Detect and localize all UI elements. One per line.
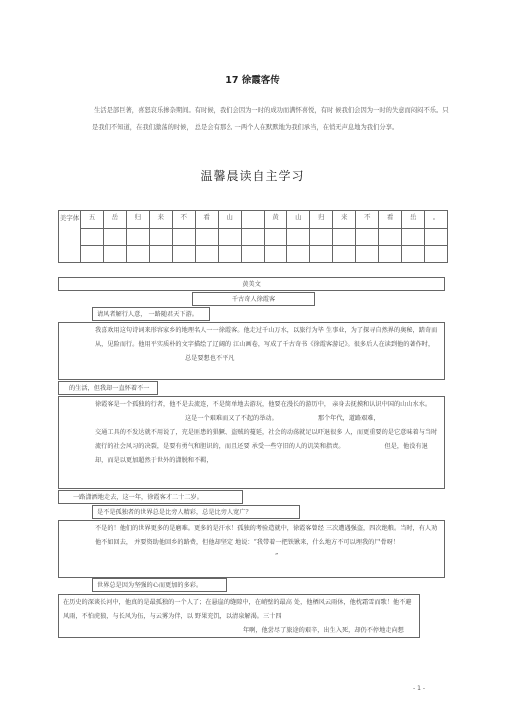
grid-cell: 归 — [126, 211, 149, 229]
intro-paragraph: 生活是部巨著，喜怒哀乐掺杂期间。有时候，我们会因为一时的成功而满怀喜悦，有时 候我们会因为一时的失意而闷闷不乐。只是我们不知道，在我们激荡的时候， 总是会有那么 一两个人在默默地为我们承当，在悄无声息地为我们分享。 — [92, 107, 449, 131]
grid-cell: 不 — [172, 211, 195, 229]
grid-cell: 岳 — [103, 211, 126, 229]
grid-cell: 来 — [149, 211, 172, 229]
page-title: 17 徐霞客传 — [225, 75, 280, 86]
grid-cell: 山 — [218, 211, 241, 229]
grid-cell: 归 — [310, 211, 333, 229]
section-title: 温馨晨读自主学习 — [200, 169, 305, 183]
grid-cell: 黄 — [264, 211, 287, 229]
grid-side-label: 美字体 — [59, 211, 81, 263]
paragraph-2-end: 一路潇洒地走去，这一年，徐霞客才二十二岁。 — [58, 490, 243, 504]
grid-cell: 看 — [195, 211, 218, 229]
paragraph-1-end: 的生活，但我却一直怀着不一 — [58, 381, 158, 395]
calligraphy-grid — [58, 210, 448, 263]
poem-line: 请风者解行人意， 一路随君天下游。 — [92, 307, 210, 321]
page-number: - 1 - — [413, 685, 425, 692]
grid-cell: 。 — [425, 211, 448, 229]
reading-heading: 黄美文 — [58, 277, 445, 291]
grid-cell: 看 — [379, 211, 402, 229]
grid-cell: 来 — [333, 211, 356, 229]
paragraph-4: 在历史的深谈长河中，他真的是最孤独的一个人了；在悬崖的缝隙中，在峭壁的最高 处，他栖风云雨休，他枕霜雪而歌！他不避风雨，不怕虎狼，与长风为伍，与云雾为伴，以 野果充饥，以清泉解渴。三十四 年啊，他尝尽了旅途的艰辛，出生入死，却仍不停地走向想 — [58, 594, 420, 638]
reading-subheading: 千古奇人徐霞客 — [192, 292, 315, 306]
grid-cell: 不 — [356, 211, 379, 229]
paragraph-3: 不是的！他们的世界更多的是磨难。更多的是汗水！孤独的考验造就中，徐霞客曾经 三次遭遇强盗，四次绝粮。当时，有人劝他不如回去， 并要资助他回乡的路费，但他却坚定 地说：“我带着一把铁锹来，什么地方不可以埋我的尸骨呀！” — [58, 520, 445, 578]
paragraph-2: 徐霞客是一个孤独的行者，他不是去流连，不是简单地去游玩，他要在漫长的游历中， 亲身去抚摸和认识中国的山山水水。这是一个艰难而又了不起的举动。 那个年代，道路艰难， 交通工具的不发达就不用说了，充是匪患的猖獗、盗贼的蔓延，社会的动荡就足以吓退很多 人，而更重要的是它意味着与当时流行的社会风习的决裂，是要有勇气和胆识的，而且还要 承受一些守旧的人的讥笑和指责。 但是，他没有退却，而是以更加超然于世外的潇脱和不羁， — [58, 396, 445, 489]
summary-line: 世界总是因为坚强的心而更加的多彩。 — [92, 578, 227, 592]
paragraph-1: 我喜欢用这句诗词来形容家乡的地理名人一一徐霞客。他走过千山万水，以旅行为毕 生事业，为了探寻自然界的奥秘，踏奇而从，见险而行。他用平实质朴的文字描绘了辽阔的 江山画卷，写成了千古奇书《徐霞客游记》。很多后人在读到他的著作时，总是要想也不平凡 — [58, 322, 445, 380]
grid-cell: 山 — [287, 211, 310, 229]
grid-cell: 五 — [81, 211, 104, 229]
grid-cell: 岳 — [402, 211, 425, 229]
grid-cell — [241, 211, 264, 229]
question-line: 是不是孤独者的世界总是比旁人精彩，总是比旁人宽广？ — [92, 505, 300, 519]
